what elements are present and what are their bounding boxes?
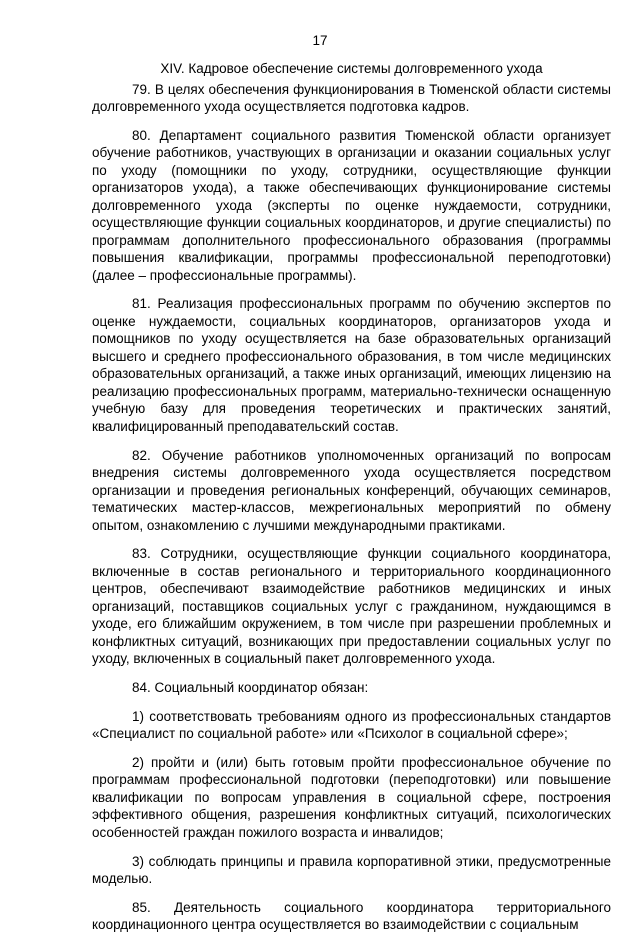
paragraph-85: 85. Деятельность социального координатора территориального координационного центра осуществляется во взаимодействии с социальным [92, 899, 611, 933]
paragraph-84-item-3: 3) соблюдать принципы и правила корпоративной этики, предусмотренные моделью. [92, 853, 611, 886]
paragraph-79: 79. В целях обеспечения функционирования в Тюменской области системы долговременного ухода осуществляется подготовка кадров. [92, 81, 611, 114]
paragraph-84: 84. Социальный координатор обязан: [132, 679, 369, 695]
page-number: 17 [312, 33, 328, 48]
paragraph-84-item-1: 1) соответствовать требованиям одного из профессиональных стандартов «Специалист по социальной работе» или «Психолог в социальной сфере»; [92, 708, 611, 742]
paragraph-83: 83. Сотрудники, осуществляющие функции социального координатора, включенные в состав регионального и территориального координационного центров, обеспечивают взаимодействие работников медицинских и иных организаций, поставщиков социальных услуг с гражданином, нуждающимся в уходе, его ближайшим окружением, в том числе при разрешении проблемных и конфликтных ситуаций, возникающих при предоставлении социальных услуг по уходу, включенных в социальный пакет долговременного ухода. [92, 546, 611, 667]
paragraph-84-item-2: 2) пройти и (или) быть готовым пройти профессиональное обучение по программам профессиональной подготовки (переподготовки) или повышение квалификации по вопросам управления в социальной сфере, построения эффективного общения, разрешения конфликтных ситуаций, психологических особенностей граждан пожилого возраста и инвалидов; [92, 754, 611, 840]
section-title: XIV. Кадровое обеспечение системы долговременного ухода [160, 61, 543, 76]
paragraph-80: 80. Департамент социального развития Тюменской области организует обучение работников, участвующих в организации и оказании социальных услуг по уходу (помощники по уходу, сотрудники, осуществляющие функции организаторов ухода), а также обеспечивающих функционирование системы долговременного ухода (эксперты по оценке нуждаемости, сотрудники, осуществляющие функции социальных координаторов, и другие специалисты) по программам дополнительного профессионального образования (программы повышения квалификации, программы профессиональной переподготовки) (далее – профессиональные программы). [92, 127, 611, 283]
document-body [92, 60, 611, 934]
paragraph-81: 81. Реализация профессиональных программ по обучению экспертов по оценке нуждаемости, социальных координаторов, организаторов ухода и помощников по уходу осуществляется на базе образовательных организаций высшего и среднего профессионального образования, в том числе медицинских образовательных организаций, а также иных организаций, имеющих лицензию на реализацию профессиональных программ, материально-технически оснащенную учебную базу для проведения теоретических и практических занятий, квалифицированный преподавательский состав. [92, 296, 611, 434]
paragraph-82: 82. Обучение работников уполномоченных организаций по вопросам внедрения системы долговременного ухода осуществляется посредством организации и проведения региональных конференций, обучающих семинаров, тематических мастер-классов, межрегиональных мероприятий по обмену опытом, ознакомлению с лучшими международными практиками. [92, 447, 611, 533]
